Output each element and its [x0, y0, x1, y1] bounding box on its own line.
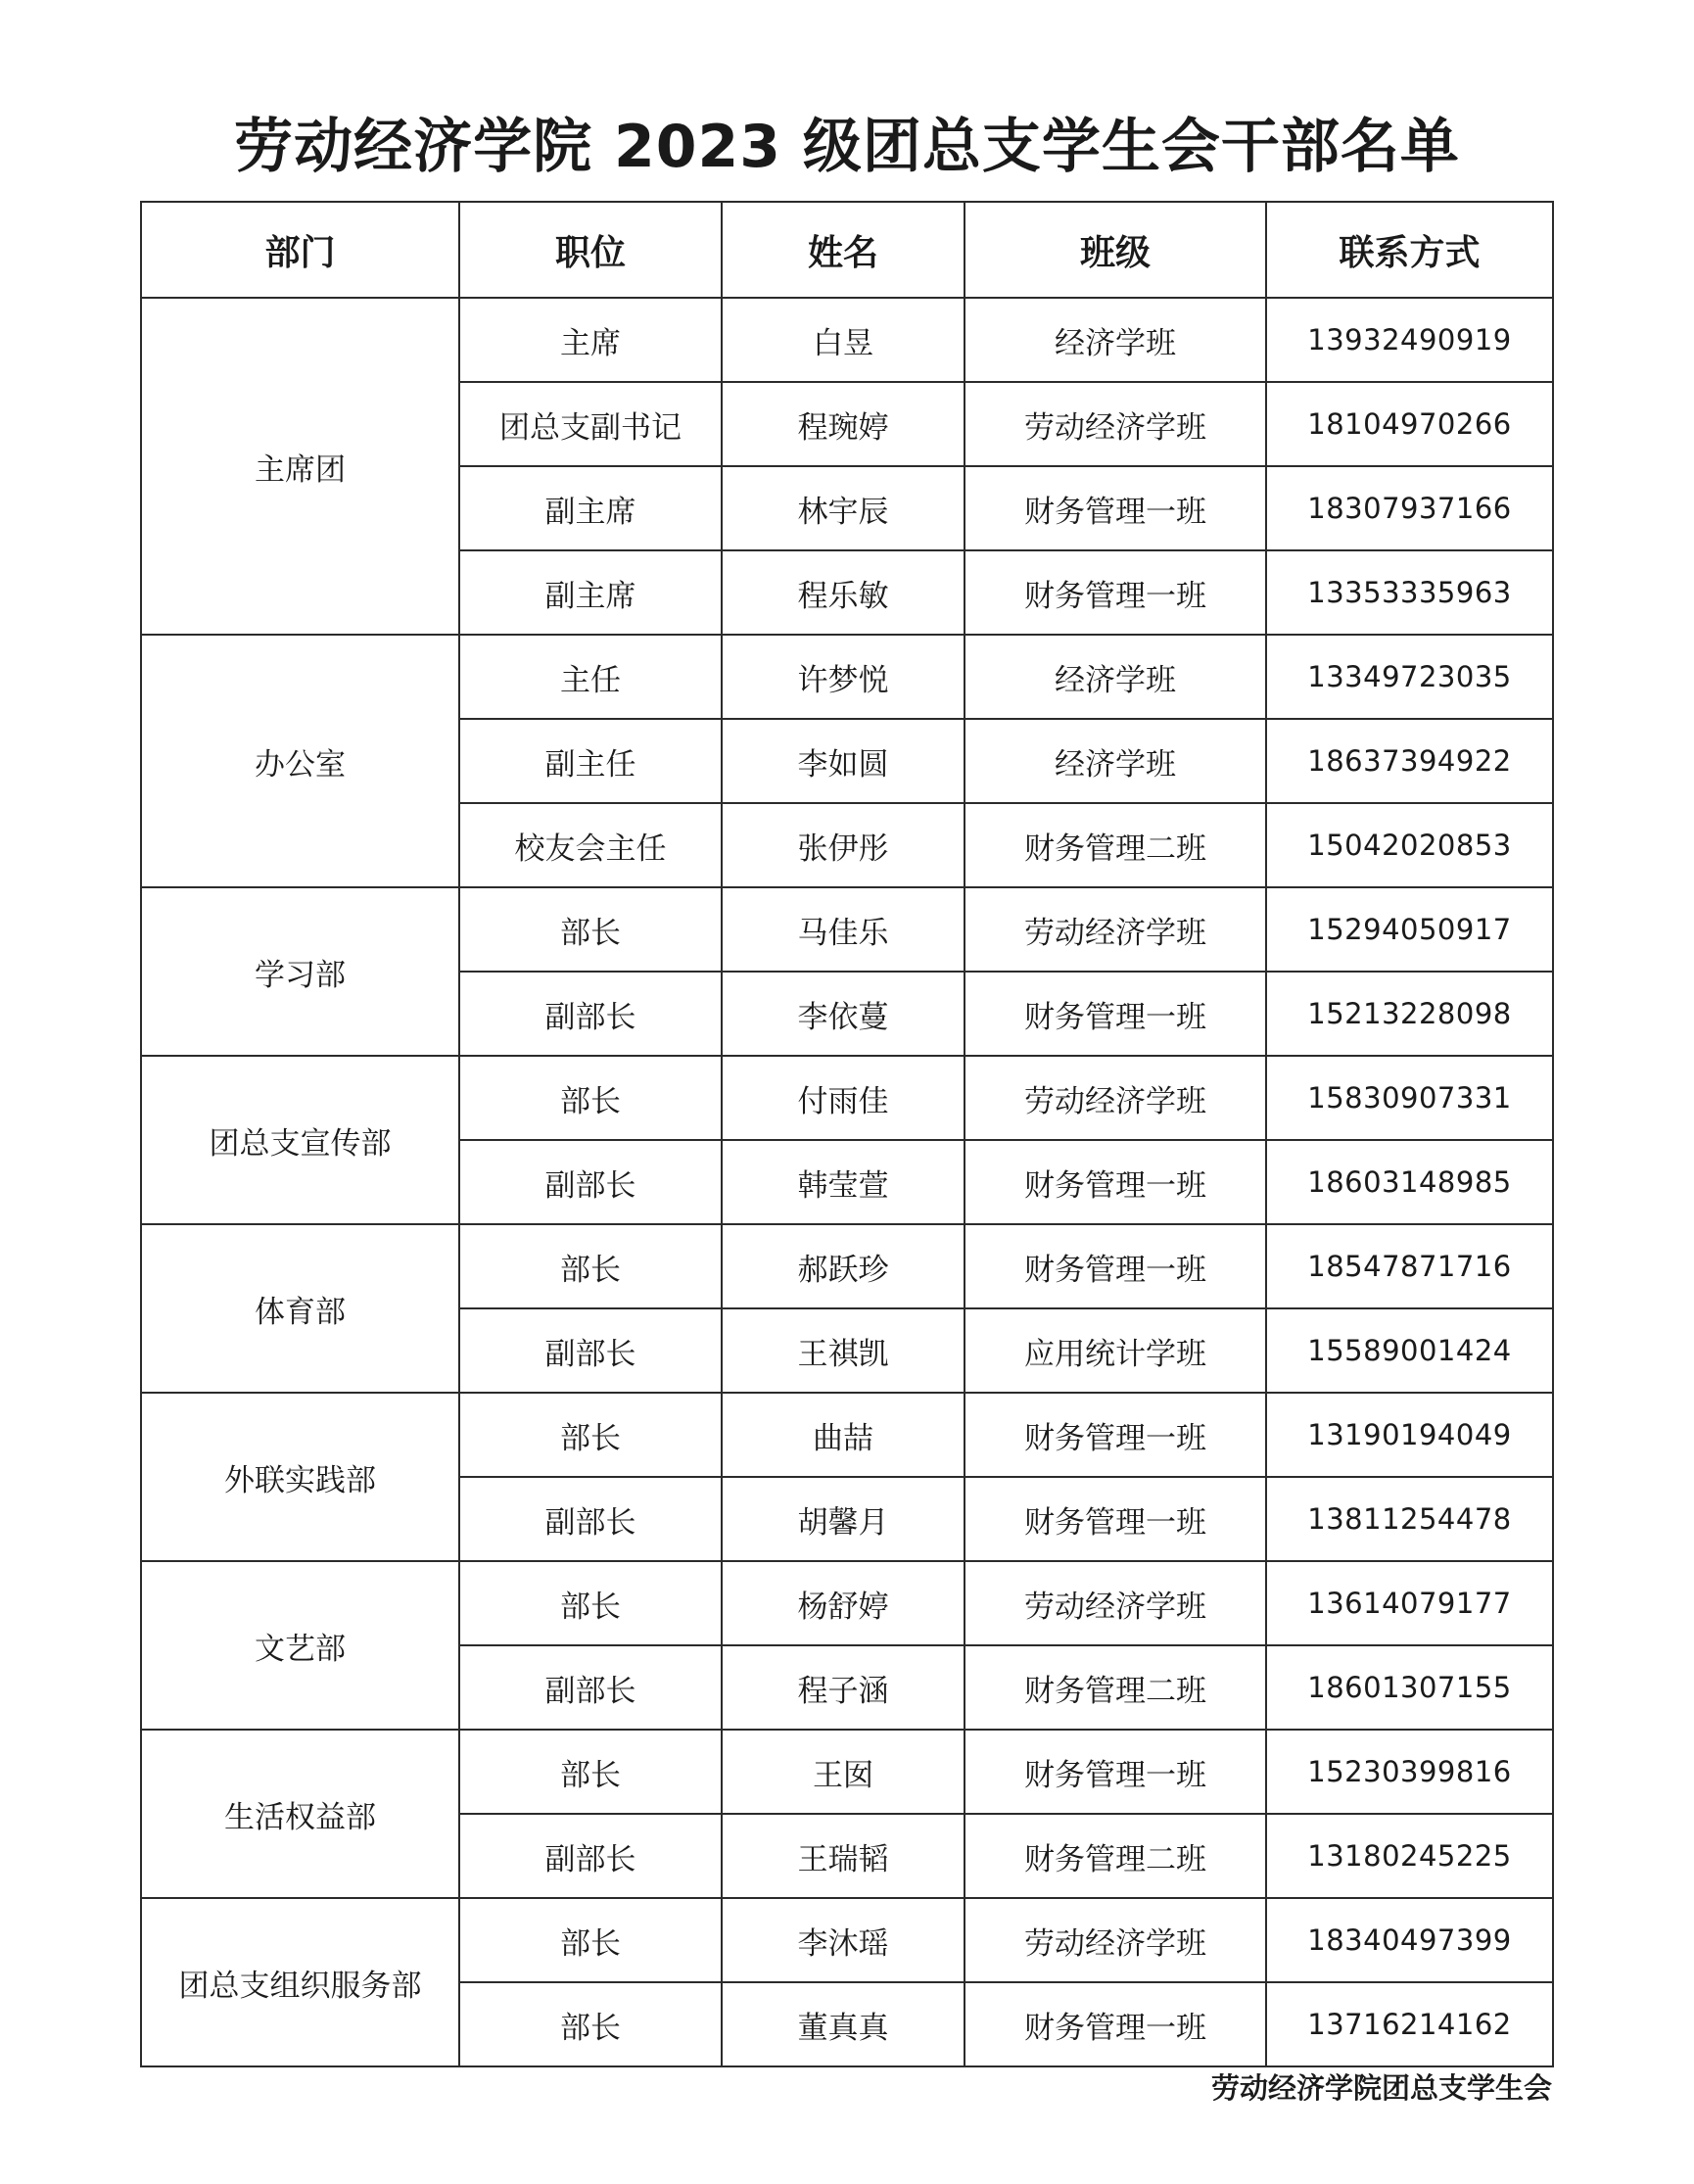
department-cell: 体育部 — [141, 1224, 459, 1393]
table-row — [141, 635, 1553, 719]
class-cell: 财务管理一班 — [965, 1224, 1266, 1308]
phone-cell: 15042020853 — [1266, 803, 1553, 887]
class-cell: 财务管理二班 — [965, 1814, 1266, 1898]
phone-cell: 13190194049 — [1266, 1393, 1553, 1477]
class-cell: 财务管理二班 — [965, 803, 1266, 887]
class-cell: 财务管理二班 — [965, 1645, 1266, 1730]
position-cell: 团总支副书记 — [459, 382, 722, 466]
phone-cell: 18601307155 — [1266, 1645, 1553, 1730]
department-cell: 学习部 — [141, 887, 459, 1056]
phone-cell: 15230399816 — [1266, 1730, 1553, 1814]
position-cell: 副部长 — [459, 1645, 722, 1730]
phone-cell: 18637394922 — [1266, 719, 1553, 803]
class-cell: 财务管理一班 — [965, 1477, 1266, 1561]
phone-cell: 18104970266 — [1266, 382, 1553, 466]
phone-cell: 15830907331 — [1266, 1056, 1553, 1140]
position-cell: 部长 — [459, 1982, 722, 2066]
name-cell: 韩莹萱 — [722, 1140, 965, 1224]
department-cell: 主席团 — [141, 298, 459, 635]
position-cell: 副主席 — [459, 466, 722, 550]
class-cell: 劳动经济学班 — [965, 1561, 1266, 1645]
header-department: 部门 — [141, 202, 459, 298]
phone-cell: 18547871716 — [1266, 1224, 1553, 1308]
table-body — [141, 298, 1553, 2066]
table-row — [141, 1393, 1553, 1477]
department-cell: 文艺部 — [141, 1561, 459, 1730]
name-cell: 程乐敏 — [722, 550, 965, 635]
class-cell: 财务管理一班 — [965, 550, 1266, 635]
position-cell: 部长 — [459, 1730, 722, 1814]
phone-cell: 13349723035 — [1266, 635, 1553, 719]
footer-signature: 劳动经济学院团总支学生会 — [1210, 2071, 1552, 2105]
name-cell: 董真真 — [722, 1982, 965, 2066]
class-cell: 劳动经济学班 — [965, 1898, 1266, 1982]
name-cell: 王囡 — [722, 1730, 965, 1814]
table-row — [141, 298, 1553, 382]
header-contact: 联系方式 — [1266, 202, 1553, 298]
phone-cell: 13811254478 — [1266, 1477, 1553, 1561]
table-row — [141, 887, 1553, 972]
position-cell: 副主任 — [459, 719, 722, 803]
position-cell: 主任 — [459, 635, 722, 719]
position-cell: 部长 — [459, 1561, 722, 1645]
class-cell: 劳动经济学班 — [965, 382, 1266, 466]
header-name: 姓名 — [722, 202, 965, 298]
department-cell: 办公室 — [141, 635, 459, 887]
name-cell: 程琬婷 — [722, 382, 965, 466]
position-cell: 副部长 — [459, 1308, 722, 1393]
table-row — [141, 1561, 1553, 1645]
name-cell: 王瑞韬 — [722, 1814, 965, 1898]
position-cell: 副部长 — [459, 1140, 722, 1224]
phone-cell: 18307937166 — [1266, 466, 1553, 550]
phone-cell: 13932490919 — [1266, 298, 1553, 382]
position-cell: 副部长 — [459, 972, 722, 1056]
name-cell: 李沐瑶 — [722, 1898, 965, 1982]
position-cell: 部长 — [459, 1898, 722, 1982]
class-cell: 财务管理一班 — [965, 466, 1266, 550]
phone-cell: 13353335963 — [1266, 550, 1553, 635]
department-cell: 生活权益部 — [141, 1730, 459, 1898]
header-row — [141, 202, 1553, 298]
position-cell: 副部长 — [459, 1477, 722, 1561]
position-cell: 部长 — [459, 1393, 722, 1477]
name-cell: 张伊彤 — [722, 803, 965, 887]
table-row — [141, 1898, 1553, 1982]
name-cell: 马佳乐 — [722, 887, 965, 972]
department-cell: 外联实践部 — [141, 1393, 459, 1561]
name-cell: 胡馨月 — [722, 1477, 965, 1561]
name-cell: 郝跃珍 — [722, 1224, 965, 1308]
phone-cell: 15589001424 — [1266, 1308, 1553, 1393]
table-row — [141, 1730, 1553, 1814]
class-cell: 劳动经济学班 — [965, 887, 1266, 972]
department-cell: 团总支宣传部 — [141, 1056, 459, 1224]
position-cell: 副部长 — [459, 1814, 722, 1898]
table-header — [141, 202, 1553, 298]
table-row — [141, 1056, 1553, 1140]
phone-cell: 13180245225 — [1266, 1814, 1553, 1898]
position-cell: 部长 — [459, 1224, 722, 1308]
phone-cell: 13716214162 — [1266, 1982, 1553, 2066]
page-title: 劳动经济学院 2023 级团总支学生会干部名单 — [234, 113, 1460, 181]
position-cell: 部长 — [459, 887, 722, 972]
name-cell: 李如圆 — [722, 719, 965, 803]
class-cell: 财务管理一班 — [965, 972, 1266, 1056]
name-cell: 许梦悦 — [722, 635, 965, 719]
class-cell: 经济学班 — [965, 298, 1266, 382]
class-cell: 财务管理一班 — [965, 1730, 1266, 1814]
position-cell: 部长 — [459, 1056, 722, 1140]
name-cell: 程子涵 — [722, 1645, 965, 1730]
name-cell: 李依蔓 — [722, 972, 965, 1056]
name-cell: 曲喆 — [722, 1393, 965, 1477]
class-cell: 经济学班 — [965, 719, 1266, 803]
name-cell: 林宇辰 — [722, 466, 965, 550]
class-cell: 财务管理一班 — [965, 1982, 1266, 2066]
class-cell: 劳动经济学班 — [965, 1056, 1266, 1140]
header-class: 班级 — [965, 202, 1266, 298]
department-cell: 团总支组织服务部 — [141, 1898, 459, 2066]
name-cell: 杨舒婷 — [722, 1561, 965, 1645]
class-cell: 财务管理一班 — [965, 1393, 1266, 1477]
name-cell: 王祺凯 — [722, 1308, 965, 1393]
position-cell: 校友会主任 — [459, 803, 722, 887]
table-row — [141, 1224, 1553, 1308]
position-cell: 副主席 — [459, 550, 722, 635]
name-cell: 付雨佳 — [722, 1056, 965, 1140]
class-cell: 财务管理一班 — [965, 1140, 1266, 1224]
phone-cell: 15294050917 — [1266, 887, 1553, 972]
position-cell: 主席 — [459, 298, 722, 382]
phone-cell: 15213228098 — [1266, 972, 1553, 1056]
class-cell: 应用统计学班 — [965, 1308, 1266, 1393]
name-cell: 白昱 — [722, 298, 965, 382]
phone-cell: 18340497399 — [1266, 1898, 1553, 1982]
roster-table — [140, 201, 1554, 2067]
class-cell: 经济学班 — [965, 635, 1266, 719]
phone-cell: 18603148985 — [1266, 1140, 1553, 1224]
phone-cell: 13614079177 — [1266, 1561, 1553, 1645]
header-position: 职位 — [459, 202, 722, 298]
